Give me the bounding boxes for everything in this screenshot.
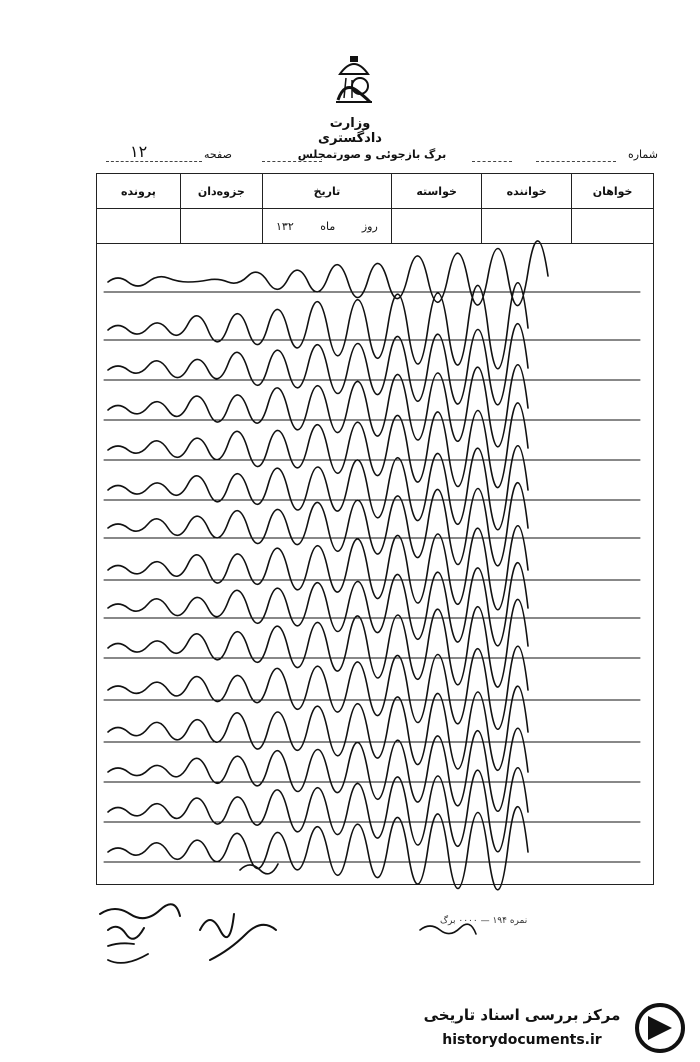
ministry-title: وزارت دادگستری (318, 116, 382, 146)
number-label: شماره (627, 148, 658, 161)
watermark-name: مرکز بررسی اسناد تاریخی (423, 1006, 621, 1024)
watermark-url[interactable]: historydocuments.ir (442, 1032, 602, 1048)
archive-logo-icon (634, 1002, 686, 1054)
date-day-label: روز (361, 219, 378, 233)
page-number: ۱۲ (130, 142, 148, 161)
page-label: صفحه (204, 148, 232, 161)
date-month-label: ماه (320, 219, 336, 233)
date-year-label: ۱۳۲ (276, 219, 294, 233)
col-claim: خواسته (392, 174, 482, 209)
col-date: تاریخ (262, 174, 391, 209)
col-summoner: خواننده (482, 174, 572, 209)
col-case-file: پرونده (97, 174, 181, 209)
form-title: برگ بازجوئی و صورتمجلس (297, 148, 447, 161)
printer-footer-text: نمره ۱۹۴ — ۰۰۰۰ برگ (440, 916, 528, 926)
col-plaintiff: خواهان (572, 174, 654, 209)
col-folder: جزوه‌دان (180, 174, 262, 209)
